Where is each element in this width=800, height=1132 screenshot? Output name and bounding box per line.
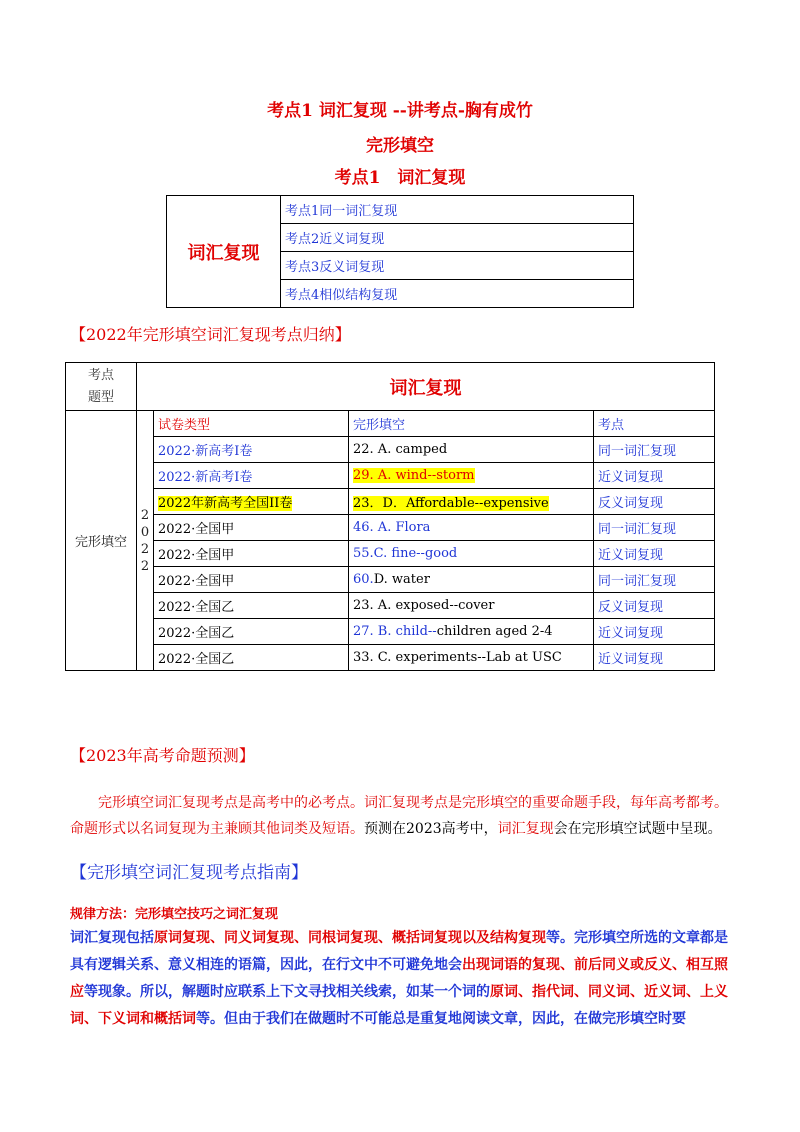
- row-item-text: D. water: [373, 572, 430, 587]
- row-paper: 2022·新高考I卷: [154, 437, 349, 463]
- table-row: [66, 489, 715, 515]
- row-point: 反义词复现: [594, 593, 715, 619]
- method-text: 词汇复现包括: [70, 930, 154, 946]
- prediction-red-text: 完形填空词汇复现考点是高考中的必考点。词汇复现考点是完形填空的重要命题手段，每年高考都考。命题形式以名词复现为主兼顾其他词类及短语。: [70, 795, 728, 837]
- row-point: 同一词汇复现: [594, 567, 715, 593]
- method-highlight: 原词、指代词、同义词、近义词、上义词、下义词和概括词: [70, 984, 728, 1027]
- row-item: 23．D．Affordable--expensive: [353, 496, 549, 511]
- table-row: [66, 541, 715, 567]
- table-row: [66, 463, 715, 489]
- method-text: 等。但由于我们在做题时不可能总是重复地阅读文章，因此，在做完形填空时要: [196, 1011, 686, 1027]
- category-name: 词汇复现: [167, 196, 281, 308]
- row-point: 近义词复现: [594, 541, 715, 567]
- method-text: 等现象。所以，解题时应联系上下文寻找相关线索，如某一个词的: [84, 984, 490, 1000]
- row-item-part-b: children aged 2-4: [436, 624, 553, 639]
- row-item-cell: [349, 567, 594, 593]
- row-paper: 2022·新高考I卷: [154, 463, 349, 489]
- row-item: 46. A. Flora: [349, 515, 594, 541]
- year-char: 2: [140, 507, 150, 523]
- method-paragraph: [70, 925, 735, 1033]
- row-point: 反义词复现: [594, 489, 715, 515]
- method-title: 规律方法：完形填空技巧之词汇复现: [70, 907, 279, 922]
- prediction-text-end: 会在完形填空试题中呈现。: [553, 821, 722, 837]
- corner-bottom: 题型: [87, 389, 114, 405]
- row-item-part-a: 27. B. child--: [353, 624, 437, 639]
- table-row: [66, 567, 715, 593]
- row-paper: 2022·全国甲: [154, 567, 349, 593]
- row-point: 近义词复现: [594, 619, 715, 645]
- category-item: 考点2近义词复现: [281, 224, 634, 252]
- section-guide-heading: 【完形填空词汇复现考点指南】: [70, 863, 308, 883]
- table-row: [66, 437, 715, 463]
- subtitle-point: 考点1 词汇复现: [334, 168, 466, 188]
- section-2022-heading: 【2022年完形填空词汇复现考点归纳】: [70, 325, 351, 344]
- row-point: 近义词复现: [594, 463, 715, 489]
- row-item-cell: [349, 619, 594, 645]
- row-point: 同一词汇复现: [594, 515, 715, 541]
- row-item: 29. A. wind--storm: [353, 468, 475, 483]
- year-cell: [137, 411, 154, 671]
- prediction-paragraph: [70, 790, 735, 842]
- row-paper: 2022年新高考全国II卷: [158, 496, 293, 511]
- row-paper: 2022·全国乙: [154, 619, 349, 645]
- header-paper: 试卷类型: [154, 411, 349, 437]
- row-item: 55.C. fine--good: [349, 541, 594, 567]
- year-char: 0: [140, 524, 150, 540]
- method-highlight: 原词复现、同义词复现、同根词复现、概括词复现以及结构复现: [154, 930, 546, 946]
- summary-table: [65, 362, 715, 671]
- question-type-cell: 完形填空: [66, 411, 137, 671]
- table-row: [66, 515, 715, 541]
- year-char: 2: [140, 558, 150, 574]
- row-point: 同一词汇复现: [594, 437, 715, 463]
- row-paper: 2022·全国乙: [154, 593, 349, 619]
- table-row: [66, 645, 715, 671]
- section-2023-heading: 【2023年高考命题预测】: [70, 746, 255, 765]
- prediction-text: 预测在2023高考中，: [364, 821, 498, 837]
- method-highlight: 出现词语的复现、前后同义或反义、相互照应: [70, 957, 728, 1000]
- row-item: 33. C. experiments--Lab at USC: [349, 645, 594, 671]
- category-table: [166, 195, 634, 308]
- row-paper: 2022·全国甲: [154, 541, 349, 567]
- row-item: 23. A. exposed--cover: [349, 593, 594, 619]
- row-paper: 2022·全国甲: [154, 515, 349, 541]
- row-item-number: 60.: [353, 572, 374, 587]
- row-item: 22. A. camped: [349, 437, 594, 463]
- method-text: 等。完形填空所选的文章都是具有逻辑关系、意义相连的语篇，因此，在行文中不可避免地会: [70, 930, 728, 973]
- year-char: 2: [140, 541, 150, 557]
- corner-top: 考点: [87, 367, 114, 383]
- subtitle-cloze: 完形填空: [366, 136, 434, 156]
- table-row: [66, 593, 715, 619]
- page-title: 考点1 词汇复现 --讲考点-胸有成竹: [267, 101, 533, 121]
- category-item: 考点3反义词复现: [281, 252, 634, 280]
- row-paper: 2022·全国乙: [154, 645, 349, 671]
- table-category-title: 词汇复现: [137, 363, 715, 411]
- prediction-keyword: 词汇复现: [497, 821, 554, 837]
- header-item: 完形填空: [349, 411, 594, 437]
- corner-cell: [66, 363, 137, 411]
- header-point: 考点: [594, 411, 715, 437]
- row-point: 近义词复现: [594, 645, 715, 671]
- category-item: 考点1同一词汇复现: [281, 196, 634, 224]
- table-row: [66, 619, 715, 645]
- category-item: 考点4相似结构复现: [281, 280, 634, 308]
